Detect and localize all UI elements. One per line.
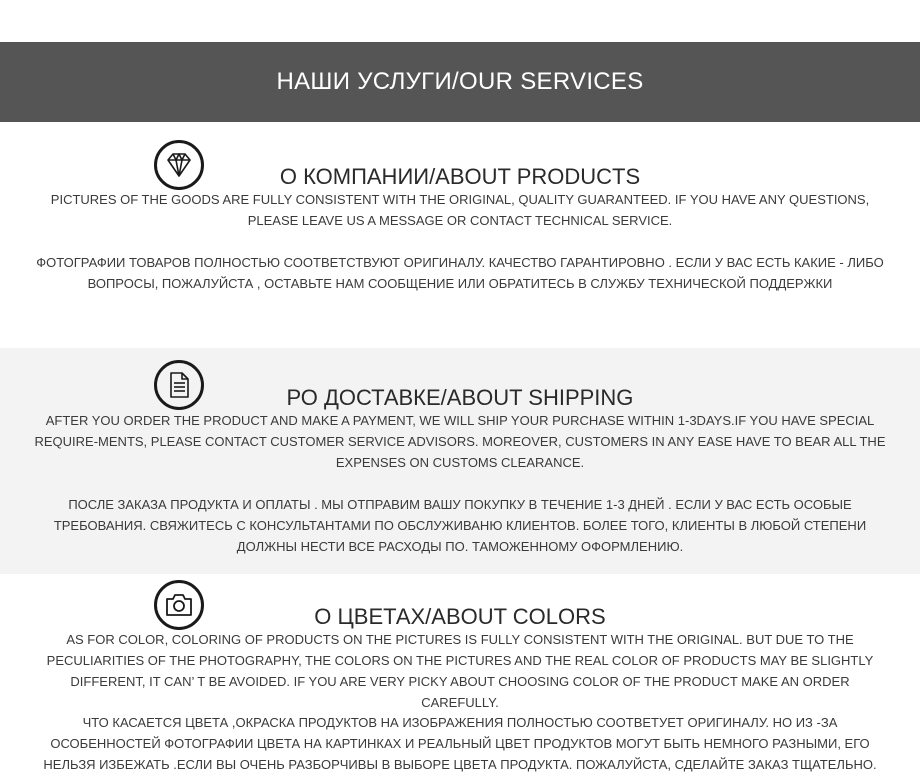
- top-spacer: [0, 0, 920, 42]
- section-about-products: [0, 122, 920, 348]
- section-text-ru: ЧТО КАСАЕТСЯ ЦВЕТА ,ОКРАСКА ПРОДУКТОВ НА ИЗОБРАЖЕНИЯ ПОЛНОСТЬЮ СООТВЕТУЕТ ОРИГИНАЛУ. НО ИЗ -ЗА ОСОБЕННОСТЕЙ ФОТОГРАФИИ ЦВЕТА НА КАРТИНКАХ И РЕАЛЬНЫЙ ЦВЕТ ПРОДУКТОВ МОГУТ БЫТЬ НЕМНОГО РАЗНЫМИ, ЕГО НЕЛЬЗЯ ИЗБЕЖАТЬ .ЕСЛИ ВЫ ОЧЕНЬ РАЗБОРЧИВЫ В ВЫБОРЕ ЦВЕТА ПРОДУКТА. ПОЖАЛУЙСТА, СДЕЛАЙТЕ ЗАКАЗ ТЩАТЕЛЬНО.: [43, 715, 877, 772]
- section-text-en: PICTURES OF THE GOODS ARE FULLY CONSISTENT WITH THE ORIGINAL, QUALITY GUARANTEED. IF YOU HAVE ANY QUESTIONS, PLEASE LEAVE US A MESSAGE OR CONTACT TECHNICAL SERVICE.: [50, 192, 870, 228]
- section-about-shipping: [0, 348, 920, 574]
- services-banner: [0, 42, 920, 122]
- section-about-colors: [0, 574, 920, 780]
- section-text-en: AFTER YOU ORDER THE PRODUCT AND MAKE A PAYMENT, WE WILL SHIP YOUR PURCHASE WITHIN 1-3DAYS.IF YOU HAVE SPECIAL REQUIRE-MENTS, PLEASE CONTACT CUSTOMER SERVICE ADVISORS. MOREOVER, CUSTOMERS IN ANY EASE HAVE TO BEAR ALL THE EXPENSES ON CUSTOMS CLEARANCE.: [34, 413, 886, 470]
- section-title: О ЦВЕТАХ/ABOUT COLORS: [314, 604, 606, 629]
- section-title: О КОМПАНИИ/ABOUT PRODUCTS: [279, 164, 641, 189]
- section-text-en: AS FOR COLOR, COLORING OF PRODUCTS ON THE PICTURES IS FULLY CONSISTENT WITH THE ORIGINAL. BUT DUE TO THE PECULIARITIES OF THE PHOTOGRAPHY, THE COLORS ON THE PICTURES AND THE REAL COLOR OF PRODUCTS MAY BE SLIGHTLY DIFFERENT, IT CAN’ T BE AVOIDED. IF YOU ARE VERY PICKY ABOUT CHOOSING COLOR OF THE PRODUCT MAKE AN ORDER CAREFULLY.: [46, 632, 874, 710]
- section-text-ru: ФОТОГРАФИИ ТОВАРОВ ПОЛНОСТЬЮ СООТВЕТСТВУЮТ ОРИГИНАЛУ. КАЧЕСТВО ГАРАНТИРОВНО . ЕСЛИ У ВАС ЕСТЬ КАКИЕ - ЛИБО ВОПРОСЫ, ПОЖАЛУЙСТА , ОСТАВЬТЕ НАМ СООБЩЕНИЕ ИЛИ ОБРАТИТЕСЬ В СЛУЖБУ ТЕХНИЧЕСКОЙ ПОДДЕРЖКИ: [36, 255, 884, 291]
- section-title: РО ДОСТАВКЕ/ABOUT SHIPPING: [286, 385, 634, 410]
- banner-title: НАШИ УСЛУГИ/OUR SERVICES: [276, 68, 644, 95]
- section-text-ru: ПОСЛЕ ЗАКАЗА ПРОДУКТА И ОПЛАТЫ . МЫ ОТПРАВИМ ВАШУ ПОКУПКУ В ТЕЧЕНИЕ 1-3 ДНЕЙ . ЕСЛИ У ВАС ЕСТЬ ОСОБЫЕ ТРЕБОВАНИЯ. СВЯЖИТЕСЬ С КОНСУЛЬТАНТАМИ ПО ОБСЛУЖИВАНЮ КЛИЕНТОВ. БОЛЕЕ ТОГО, КЛИЕНТЫ В ЛЮБОЙ СТЕПЕНИ ДОЛЖНЫ НЕСТИ ВСЕ РАСХОДЫ ПО. ТАМОЖЕННОМУ ОФОРМЛЕНИЮ.: [53, 497, 867, 554]
